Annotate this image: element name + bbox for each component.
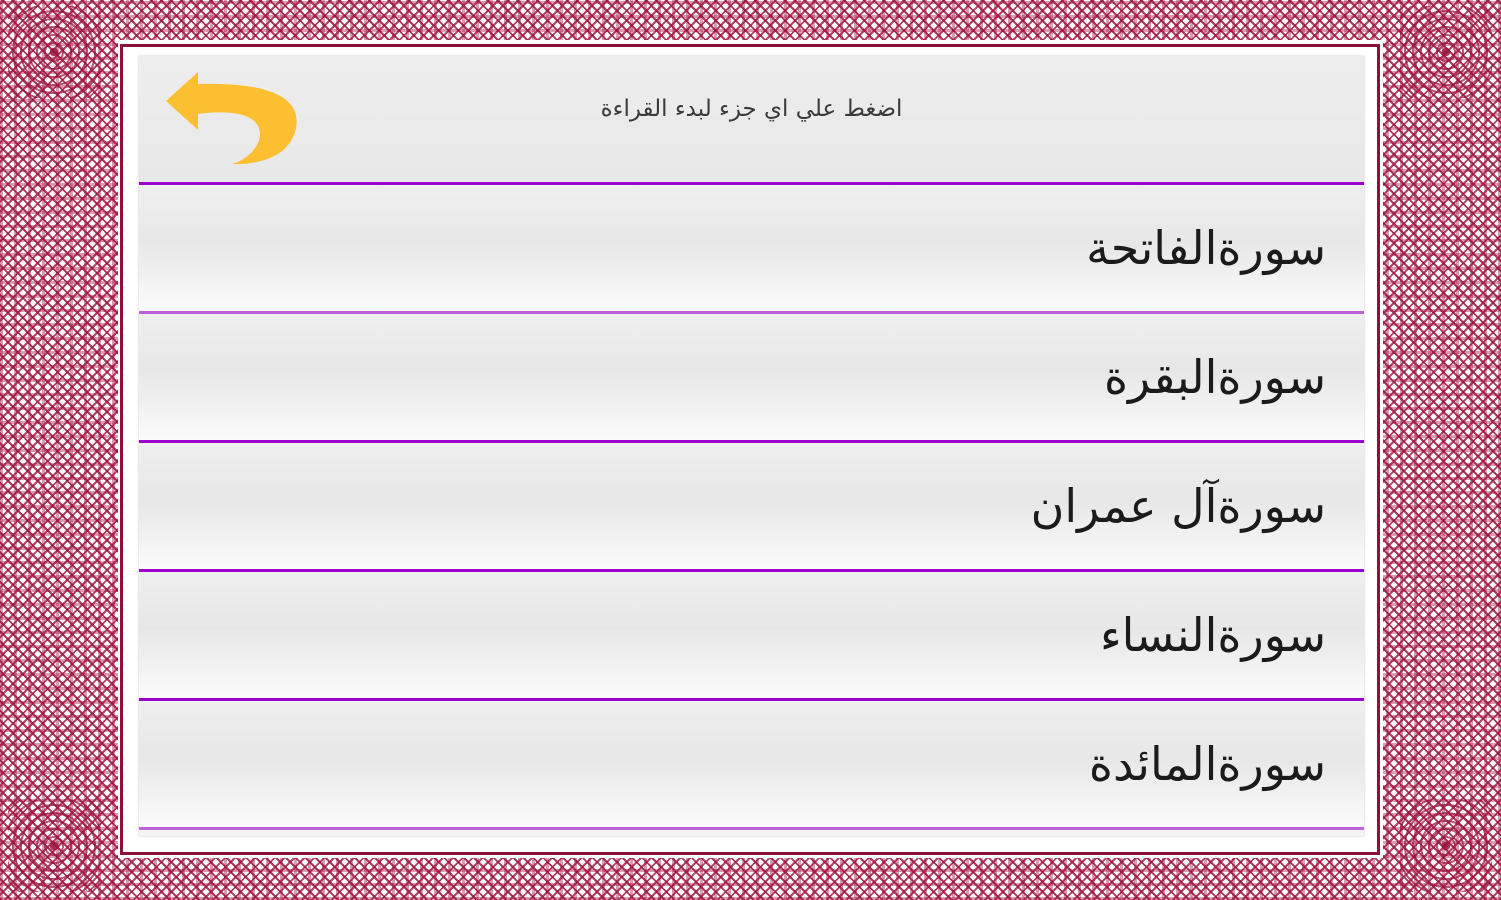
frame-rule-left [120, 44, 123, 855]
surah-title: سورةآل عمران [1030, 478, 1326, 533]
surah-title: سورةالبقرة [1103, 349, 1326, 404]
frame-rule-bottom [120, 852, 1380, 855]
list-item[interactable] [139, 701, 1364, 827]
app-card [139, 56, 1364, 836]
surah-title: سورةالمائدة [1088, 736, 1326, 791]
surah-list [139, 182, 1364, 830]
corner-ornament-bottom-left [8, 800, 100, 892]
frame-rule-top [120, 44, 1380, 47]
app-header [139, 56, 1364, 182]
list-divider-bottom [139, 827, 1364, 830]
list-item[interactable] [139, 185, 1364, 311]
corner-ornament-bottom-right [1400, 800, 1492, 892]
corner-ornament-top-right [1400, 6, 1492, 98]
frame-rule-right [1377, 44, 1380, 855]
header-hint-text: اضغط علي اي جزء لبدء القراءة [600, 96, 903, 122]
corner-ornament-top-left [8, 6, 100, 98]
list-item[interactable] [139, 572, 1364, 698]
list-item[interactable] [139, 443, 1364, 569]
list-item[interactable] [139, 314, 1364, 440]
surah-title: سورةالنساء [1100, 607, 1326, 662]
surah-title: سورةالفاتحة [1086, 220, 1326, 275]
